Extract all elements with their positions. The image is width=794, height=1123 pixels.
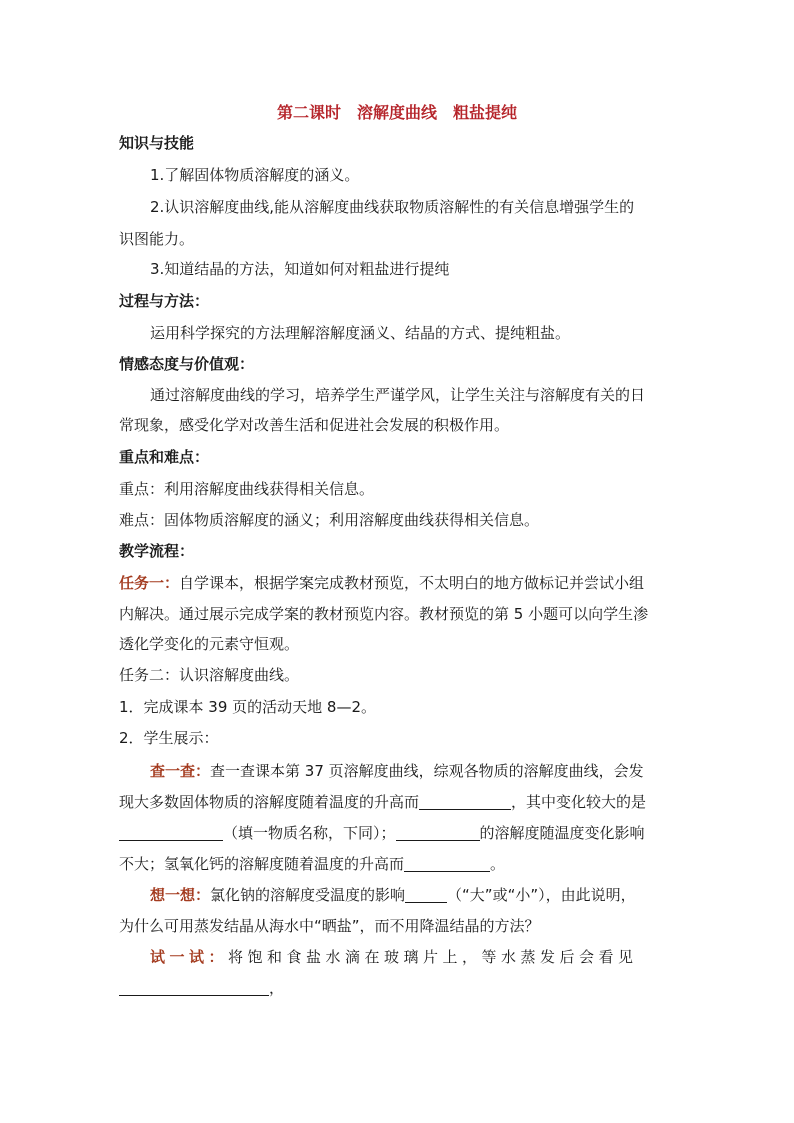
task1-line-a (119, 572, 644, 594)
check-text-b2: ，其中变化较大的是 (511, 793, 647, 811)
blank-4[interactable] (404, 855, 490, 872)
check-text-c1: （填一物质名称，下同）； (223, 824, 396, 842)
task1-text-b: 内解决。通过展示完成学案的教材预览内容。教材预览的第 5 小题可以向学生渗 (119, 605, 649, 623)
text-key2: 难点：固体物质溶解度的涵义；利用溶解度曲线获得相关信息。 (119, 511, 540, 529)
try-text-b: ， (269, 979, 285, 997)
text-k3: 3.知道结晶的方法，知道如何对粗盐进行提纯 (150, 260, 450, 278)
task1-label: 任务一： (119, 574, 180, 592)
task2-title: 任务二：认识溶解度曲线。 (119, 666, 300, 684)
blank-6[interactable] (119, 979, 269, 996)
blank-2[interactable] (119, 824, 223, 841)
text-k1: 1.了解固体物质溶解度的涵义。 (150, 166, 360, 184)
think-text-a2: （“大”或“小”），由此说明， (447, 886, 636, 904)
heading-key: 重点和难点： (119, 448, 210, 466)
check-text-c2: 的溶解度随温度变化影响 (479, 824, 645, 842)
blank-5[interactable] (405, 886, 447, 903)
heading-emotion: 情感态度与价值观： (119, 355, 255, 373)
think-text-a1: 氯化钠的溶解度受温度的影响 (210, 886, 406, 904)
check-line-a (150, 760, 644, 782)
text-k2b: 识图能力。 (119, 230, 195, 248)
task1-text-c: 透化学变化的元素守恒观。 (119, 635, 300, 653)
task1-text-a: 自学课本，根据学案完成教材预览，不太明白的地方做标记并尝试小组 (179, 574, 645, 592)
try-line-a (150, 946, 638, 968)
heading-knowledge: 知识与技能 (119, 134, 195, 152)
think-text-b: 为什么可用蒸发结晶从海水中“晒盐”，而不用降温结晶的方法？ (119, 917, 540, 935)
try-line-b (119, 977, 284, 999)
text-p1: 运用科学探究的方法理解溶解度涵义、结晶的方式、提纯粗盐。 (150, 324, 571, 342)
check-line-d (119, 853, 505, 875)
heading-process: 过程与方法： (119, 292, 210, 310)
text-key1: 重点：利用溶解度曲线获得相关信息。 (119, 480, 375, 498)
think-label: 想一想： (150, 886, 211, 904)
check-label: 查一查： (150, 762, 211, 780)
blank-3[interactable] (396, 824, 480, 841)
text-e1a: 通过溶解度曲线的学习，培养学生严谨学风，让学生关注与溶解度有关的日 (150, 386, 646, 404)
check-line-b (119, 791, 646, 813)
heading-flow: 教学流程： (119, 542, 195, 560)
try-text-a: 将饱和食盐水滴在玻璃片上，等水蒸发后会看见 (228, 948, 638, 966)
check-text-a: 查一查课本第 37 页溶解度曲线，综观各物质的溶解度曲线，会发 (210, 762, 644, 780)
task2-item1: 1．完成课本 39 页的活动天地 8—2。 (119, 698, 377, 716)
check-text-d1: 不大；氢氧化钙的溶解度随着温度的升高而 (119, 855, 405, 873)
check-text-d2: 。 (490, 855, 506, 873)
check-text-b1: 现大多数固体物质的溶解度随着温度的升高而 (119, 793, 420, 811)
try-label: 试一试： (150, 948, 229, 966)
text-e1b: 常现象，感受化学对改善生活和促进社会发展的积极作用。 (119, 416, 510, 434)
blank-1[interactable] (419, 793, 511, 810)
check-line-c (119, 822, 645, 844)
text-k2a: 2.认识溶解度曲线,能从溶解度曲线获取物质溶解性的有关信息增强学生的 (150, 198, 635, 216)
think-line-a (150, 884, 636, 906)
task2-item2: 2．学生展示： (119, 729, 219, 747)
page-title: 第二课时 溶解度曲线 粗盐提纯 (276, 103, 517, 122)
